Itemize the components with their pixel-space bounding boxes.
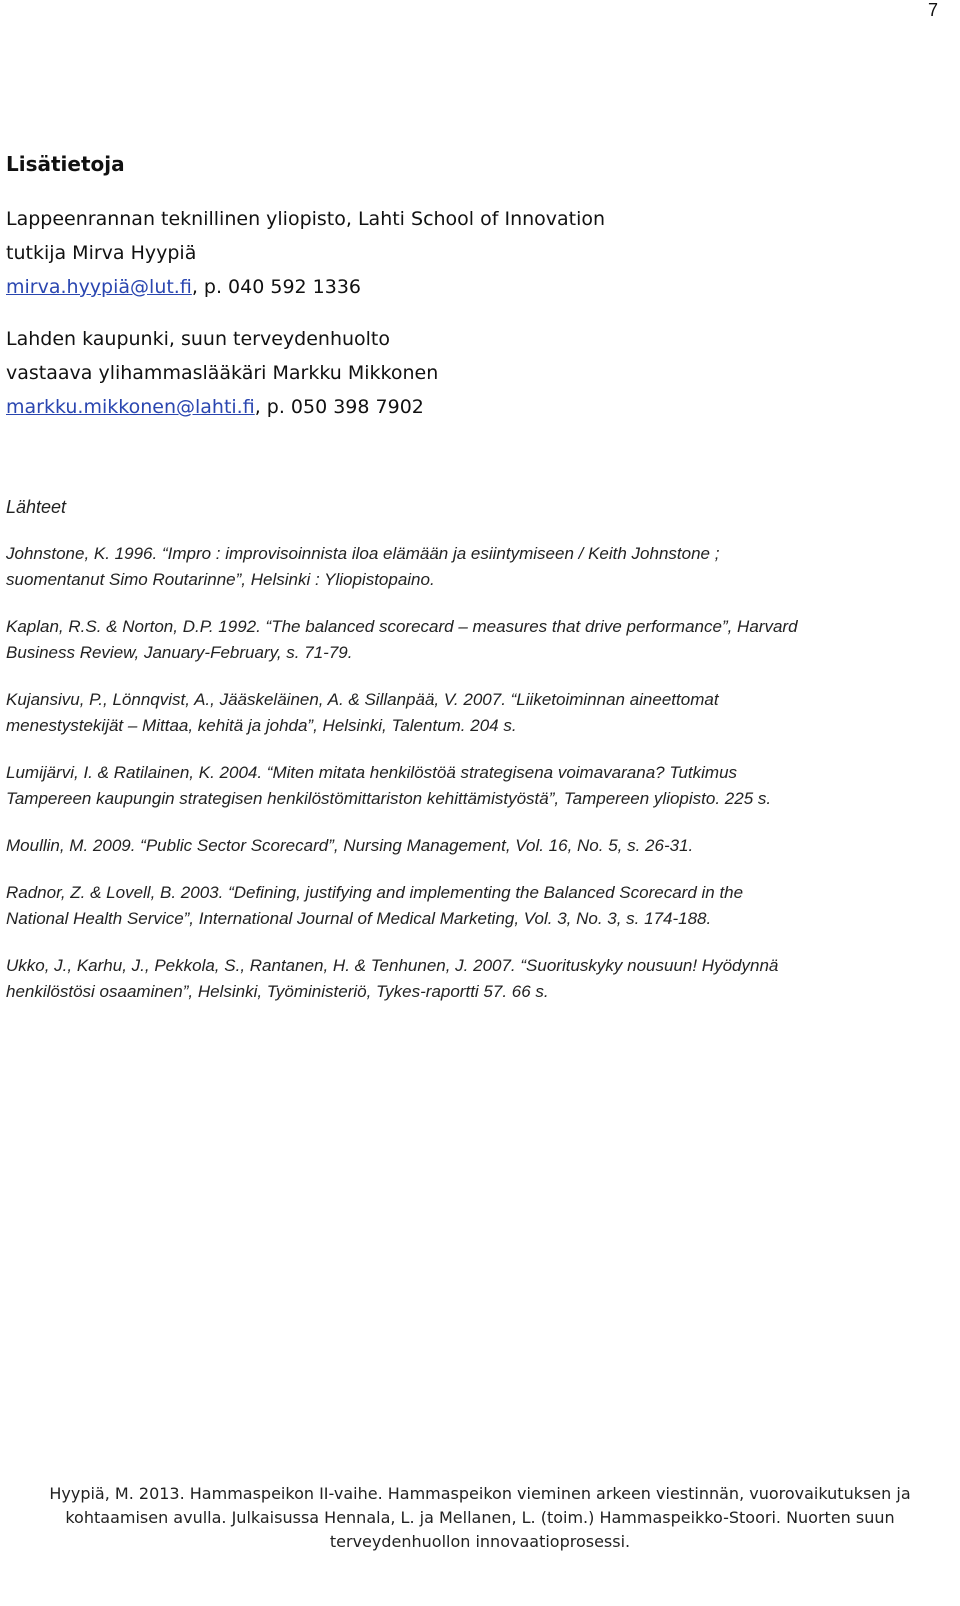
contact-phone: , p. 050 398 7902 <box>254 396 424 418</box>
reference-line: National Health Service”, International Journal of Medical Marketing, Vol. 3, No. 3, s. 174-188. <box>6 909 712 928</box>
reference-line: Lumijärvi, I. & Ratilainen, K. 2004. “Miten mitata henkilöstöä strategisena voimavarana? Tutkimus <box>6 763 738 782</box>
reference-line: Kaplan, R.S. & Norton, D.P. 1992. “The balanced scorecard – measures that drive performance”, Harvard <box>6 617 798 636</box>
reference-line: henkilöstösi osaaminen”, Helsinki, Työministeriö, Tykes-raportti 57. 66 s. <box>6 982 549 1001</box>
page-number: 7 <box>927 0 938 20</box>
contact-person: vastaava ylihammaslääkäri Markku Mikkonen <box>6 362 439 384</box>
reference-line: Radnor, Z. & Lovell, B. 2003. “Defining, justifying and implementing the Balanced Scorecard in the <box>6 883 744 902</box>
contact-phone: , p. 040 592 1336 <box>191 276 362 298</box>
contact-block-lahti <box>6 322 438 424</box>
reference-item <box>6 760 946 812</box>
contact-block-lut <box>6 202 605 304</box>
reference-list <box>6 541 946 1026</box>
reference-item <box>6 880 946 932</box>
reference-item <box>6 833 946 859</box>
reference-line: Kujansivu, P., Lönnqvist, A., Jääskeläinen, A. & Sillanpää, V. 2007. “Liiketoiminnan aineettomat <box>6 690 719 709</box>
reference-item <box>6 953 946 1005</box>
reference-line: Moullin, M. 2009. “Public Sector Scorecard”, Nursing Management, Vol. 16, No. 5, s. 26-31. <box>6 836 694 855</box>
contact-email-phone <box>6 270 605 304</box>
reference-line: Tampereen kaupungin strategisen henkilöstömittariston kehittämistyöstä”, Tampereen yliopisto. 225 s. <box>6 789 772 808</box>
reference-item <box>6 541 946 593</box>
references-heading: Lähteet <box>6 497 67 517</box>
footer-line: kohtaamisen avulla. Julkaisussa Hennala, L. ja Mellanen, L. (toim.) Hammaspeikko-Stoori. Nuorten suun <box>65 1508 895 1527</box>
footer-line: Hyypiä, M. 2013. Hammaspeikon II-vaihe. Hammaspeikon vieminen arkeen viestinnän, vuorovaikutuksen ja <box>49 1484 911 1503</box>
reference-line: Johnstone, K. 1996. “Impro : improvisoinnista iloa elämään ja esiintymiseen / Keith Johnstone ; <box>6 544 720 563</box>
contact-person: tutkija Mirva Hyypiä <box>6 242 197 264</box>
section-heading-lisatietoja: Lisätietoja <box>6 152 125 176</box>
email-link[interactable]: markku.mikkonen@lahti.fi <box>6 396 255 418</box>
page-footer-citation <box>0 1482 960 1554</box>
contact-organization: Lahden kaupunki, suun terveydenhuolto <box>6 328 391 350</box>
contact-organization: Lappeenrannan teknillinen yliopisto, Lahti School of Innovation <box>6 208 606 230</box>
footer-line: terveydenhuollon innovaatioprosessi. <box>329 1532 631 1551</box>
reference-line: suomentanut Simo Routarinne”, Helsinki : Yliopistopaino. <box>6 570 435 589</box>
contact-email-phone <box>6 390 438 424</box>
email-link[interactable]: mirva.hyypiä@lut.fi <box>6 276 192 298</box>
reference-line: Business Review, January-February, s. 71-79. <box>6 643 353 662</box>
reference-line: Ukko, J., Karhu, J., Pekkola, S., Rantanen, H. & Tenhunen, J. 2007. “Suorituskyky nousuun! Hyödynnä <box>6 956 779 975</box>
reference-item <box>6 687 946 739</box>
reference-line: menestystekijät – Mittaa, kehitä ja johda”, Helsinki, Talentum. 204 s. <box>6 716 517 735</box>
reference-item <box>6 614 946 666</box>
